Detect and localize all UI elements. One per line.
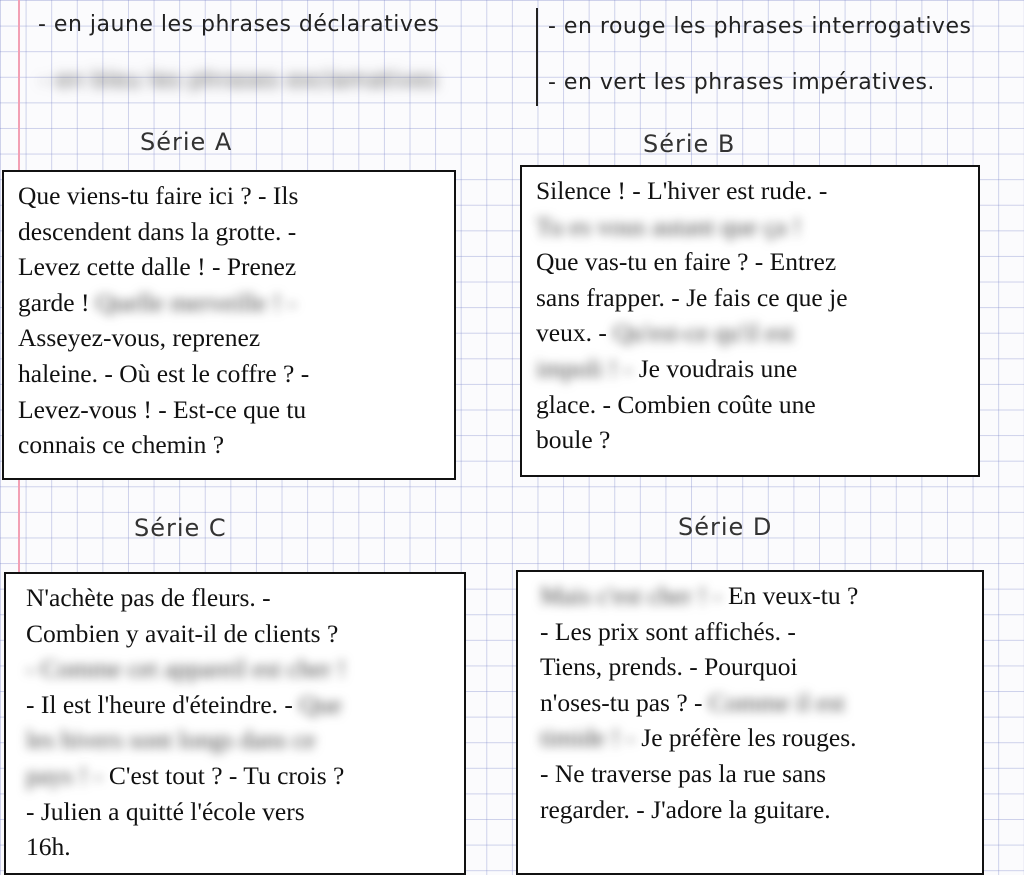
sentence-text: Levez-vous ! - Est-ce que tu [18,394,307,424]
serie-d-line [540,649,972,685]
blurred-sentence: Tu es vous autant que ça ! [536,211,802,241]
blurred-sentence: Comme il est [708,687,845,717]
serie-b-line [536,422,968,458]
serie-a-line [18,214,444,250]
sentence-text: connais ce chemin ? [18,430,225,460]
serie-c-line [26,651,454,687]
serie-c-box [4,572,466,875]
sentence-text: sans frapper. - Je fais ce que je [536,282,848,312]
serie-c-title: Série C [134,514,227,542]
serie-d-box [516,570,984,875]
serie-b-title: Série B [643,130,736,158]
sentence-text: Je préfère les rouges. [634,723,857,753]
sentence-text: veux. - [536,318,614,348]
sentence-text: glace. - Combien coûte une [536,389,816,419]
sentence-text: En veux-tu ? [721,581,859,610]
serie-a-title: Série A [140,128,233,156]
sentence-text: descendent dans la grotte. - [18,216,297,246]
blurred-sentence: les hivers sont longs dans ce [26,725,316,755]
sentence-text: - Julien a quitté l'école vers [26,796,305,826]
blurred-sentence: Mais c'est cher ! - [540,581,722,610]
serie-c-line [26,687,454,723]
serie-c-line [26,794,454,830]
serie-d-line [540,685,972,721]
sentence-text: Je voudrais une [632,353,798,383]
sentence-text: - Ne traverse pas la rue sans [540,758,827,788]
serie-a-line [18,285,444,321]
serie-a-line [18,178,444,214]
legend-blurred: - en bleu les phrases exclamatives [40,68,439,93]
legend-yellow: - en jaune les phrases déclaratives [38,12,440,37]
serie-c-line [26,758,454,794]
blurred-sentence: - Comme cet appareil est cher ! [26,654,347,684]
serie-a-line [18,427,444,463]
sentence-text: Que vas-tu en faire ? - Entrez [536,247,837,277]
sentence-text: haleine. - Où est le coffre ? - [18,358,310,388]
serie-b-box [520,165,980,477]
legend-red: - en rouge les phrases interrogatives [548,14,972,39]
sentence-text: - Il est l'heure d'éteindre. - [26,689,300,719]
serie-d-line [540,578,972,614]
serie-d-line [540,614,972,650]
sentence-text: Tiens, prends. - Pourquoi [540,652,798,682]
serie-b-line [536,315,968,351]
sentence-text: 16h. [26,832,71,862]
sentence-text: C'est tout ? - Tu crois ? [102,760,345,790]
blurred-sentence: timide ! - [540,723,635,753]
sentence-text: N'achète pas de fleurs. - [26,583,271,612]
sentence-text: Silence ! - L'hiver est rude. - [536,176,828,205]
serie-c-line [26,616,454,652]
serie-b-line [536,280,968,316]
sentence-text: Asseyez-vous, reprenez [18,323,261,353]
serie-d-line [540,756,972,792]
serie-c-line [26,580,454,616]
serie-a-box [2,170,456,480]
serie-a-line [18,392,444,428]
serie-b-line [536,351,968,387]
serie-b-line [536,209,968,245]
sentence-text: n'oses-tu pas ? - [540,687,709,717]
sentence-text: boule ? [536,425,611,455]
serie-a-line [18,320,444,356]
serie-d-line [540,720,972,756]
serie-b-line [536,173,968,209]
serie-a-line [18,356,444,392]
serie-b-line [536,244,968,280]
serie-d-line [540,792,972,828]
sentence-text: Levez cette dalle ! - Prenez [18,252,297,282]
serie-b-line [536,387,968,423]
sentence-text: Que viens-tu faire ici ? - Ils [18,181,299,210]
blurred-sentence: Quelle merveille ! - [95,287,297,317]
serie-c-line [26,722,454,758]
sentence-text: - Les prix sont affichés. - [540,616,796,646]
blurred-sentence: Qu'est-ce qu'il est [613,318,794,348]
sentence-text: Combien y avait-il de clients ? [26,618,339,648]
serie-c-line [26,829,454,865]
sentence-text: garde ! [18,287,96,317]
sentence-text: regarder. - J'adore la guitare. [540,794,831,824]
blurred-sentence: impoli ! - [536,353,633,383]
serie-a-line [18,249,444,285]
blurred-sentence: pays ! - [26,760,103,790]
blurred-sentence: Que [299,689,342,719]
legend-divider [536,8,538,106]
legend-green: - en vert les phrases impératives. [548,70,935,95]
serie-d-title: Série D [678,513,773,541]
